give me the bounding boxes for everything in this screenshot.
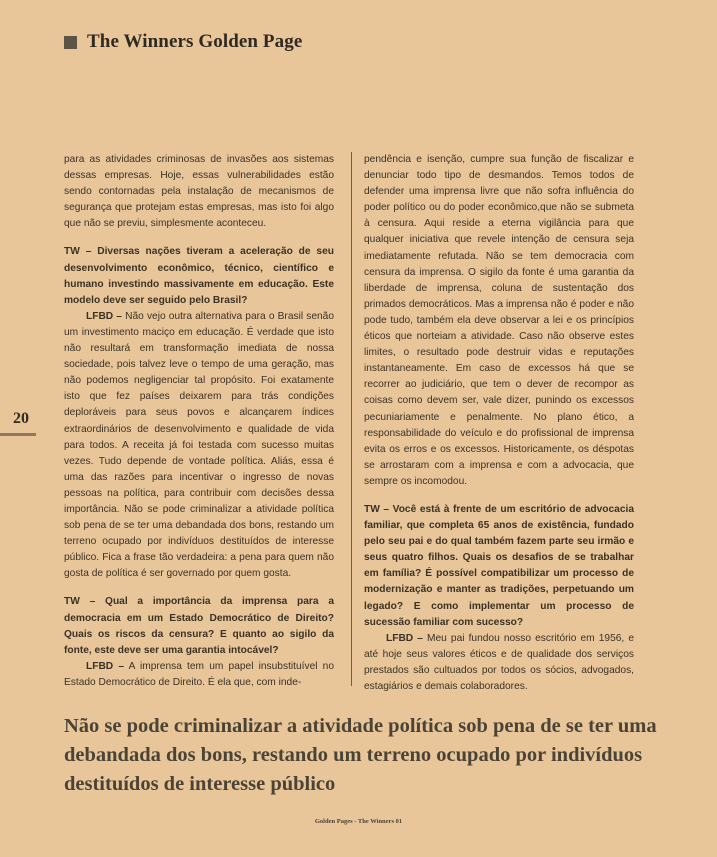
interview-answer xyxy=(64,309,334,583)
page-number: 20 xyxy=(13,410,29,427)
interview-question: TW – Você está à frente de um escritório de advocacia familiar, que completa 65 anos de existência, fundado pelo seu pai e do qual também fazem parte seu irmão e seus quatro filhos. Quais os desafios de se trabalhar em família? É possível compatibilizar um processo de modernização e manter as tradições, perpetuando um legado? E como implementar um processo de sucessão familiar com sucesso? xyxy=(364,503,634,628)
paragraph: pendência e isenção, cumpre sua função de fiscalizar e denunciar todo tipo de desmandos. Temos todos de defender uma imprensa livre que não sofra influência do poder político ou do poder econômico,que não se submeta à censura. Aqui reside a eterna vigilância para que qualquer iniciativa que revele intenção de censura seja imediatamente refutada. Não se tem democracia com censura da imprensa. O sigilo da fonte é uma garantia da liberdade de imprensa, coluna de sustentação dos primados democráticos. Mas a imprensa não é poder e não pode tudo, também ela deve observar a lei e os princípios éticos que norteiam a atividade. Caso não observe estes limites, o resultado pode destruir vidas e reputações instantaneamente. Em caso de excessos há que se recorrer ao judiciário, que tem o dever de recompor as coisas como devem ser, vale dizer, punindo os excessos pecuniariamente e penalmente. No plano ético, a responsabilidade do veículo e do profissional de imprensa evita os erros e os excessos. Historicamente, os déspotas se arrostaram com a imprensa e com a advocacia, que sempre os incomodou. xyxy=(364,154,634,487)
header-square-icon xyxy=(64,36,77,49)
interview-answer xyxy=(64,659,334,691)
speaker-label: LFBD – xyxy=(86,660,124,672)
answer-text: A imprensa tem um papel insubstituível no Estado Democrático de Direito. É ela que, com inde- xyxy=(64,660,335,688)
page-title: The Winners Golden Page xyxy=(87,31,303,52)
page-header xyxy=(64,31,302,53)
column-divider xyxy=(351,152,352,686)
right-column xyxy=(364,152,634,695)
page-footer: Golden Pages - The Winners 01 xyxy=(314,818,403,825)
left-column xyxy=(64,152,334,691)
answer-text: Não vejo outra alternativa para o Brasil senão um investimento maciço em educação. É verdade que isto não resultará em transformação imediata de nossa sociedade, pois talvez leve o tempo de uma geração, mas não podemos negligenciar tal propósito. Foi exatamente isto que fez países deixarem para trás condições deploráveis para seus povos e alcançarem índices extraordinários de desenvolvimento e qualidade de vida para todos. A receita já foi testada com sucesso muitas vezes. Tudo depende de vontade política. Aliás, essa é uma das razões para incentivar o ingresso de novas pessoas na política, para contribuir com decisões dessa importância. Não se pode criminalizar a atividade política sob pena de se ter uma debandada dos bons, restando um terreno ocupado por indivíduos destituídos de interesse público. Fica a frase tão verdadeira: a pena para quem não gosta de política é ser governado por quem gosta. xyxy=(64,310,334,580)
speaker-label: LFBD – xyxy=(386,632,423,644)
speaker-label: LFBD – xyxy=(86,310,122,322)
paragraph: para as atividades criminosas de invasões aos sistemas dessas empresas. Hoje, essas vulnerabilidades estão sendo contornadas pela instalação de mecanismos de segurança que protejam estas empresas, mas isto foi algo que não se previu, simplesmente aconteceu. xyxy=(64,154,334,230)
page-number-rule xyxy=(0,433,36,436)
interview-question: TW – Qual a importância da imprensa para a democracia em um Estado Democrático de Direito? Quais os riscos da censura? E quanto ao sigilo da fonte, este deve ser uma garantia intocável? xyxy=(64,596,334,656)
pull-quote: Não se pode criminalizar a atividade política sob pena de se ter uma debandada dos bons, restando um terreno ocupado por indivíduos destituídos de interesse público xyxy=(64,715,657,795)
interview-question: TW – Diversas nações tiveram a aceleração de seu desenvolvimento econômico, técnico, científico e humano investindo massivamente em educação. Este modelo deve ser seguido pelo Brasil? xyxy=(64,246,334,306)
interview-answer xyxy=(364,631,634,695)
answer-text: Meu pai fundou nosso escritório em 1956, e até hoje seus valores éticos e de qualidade dos serviços prestados são cultuados por todos os sócios, advogados, estagiários e demais colaboradores. xyxy=(364,632,635,692)
